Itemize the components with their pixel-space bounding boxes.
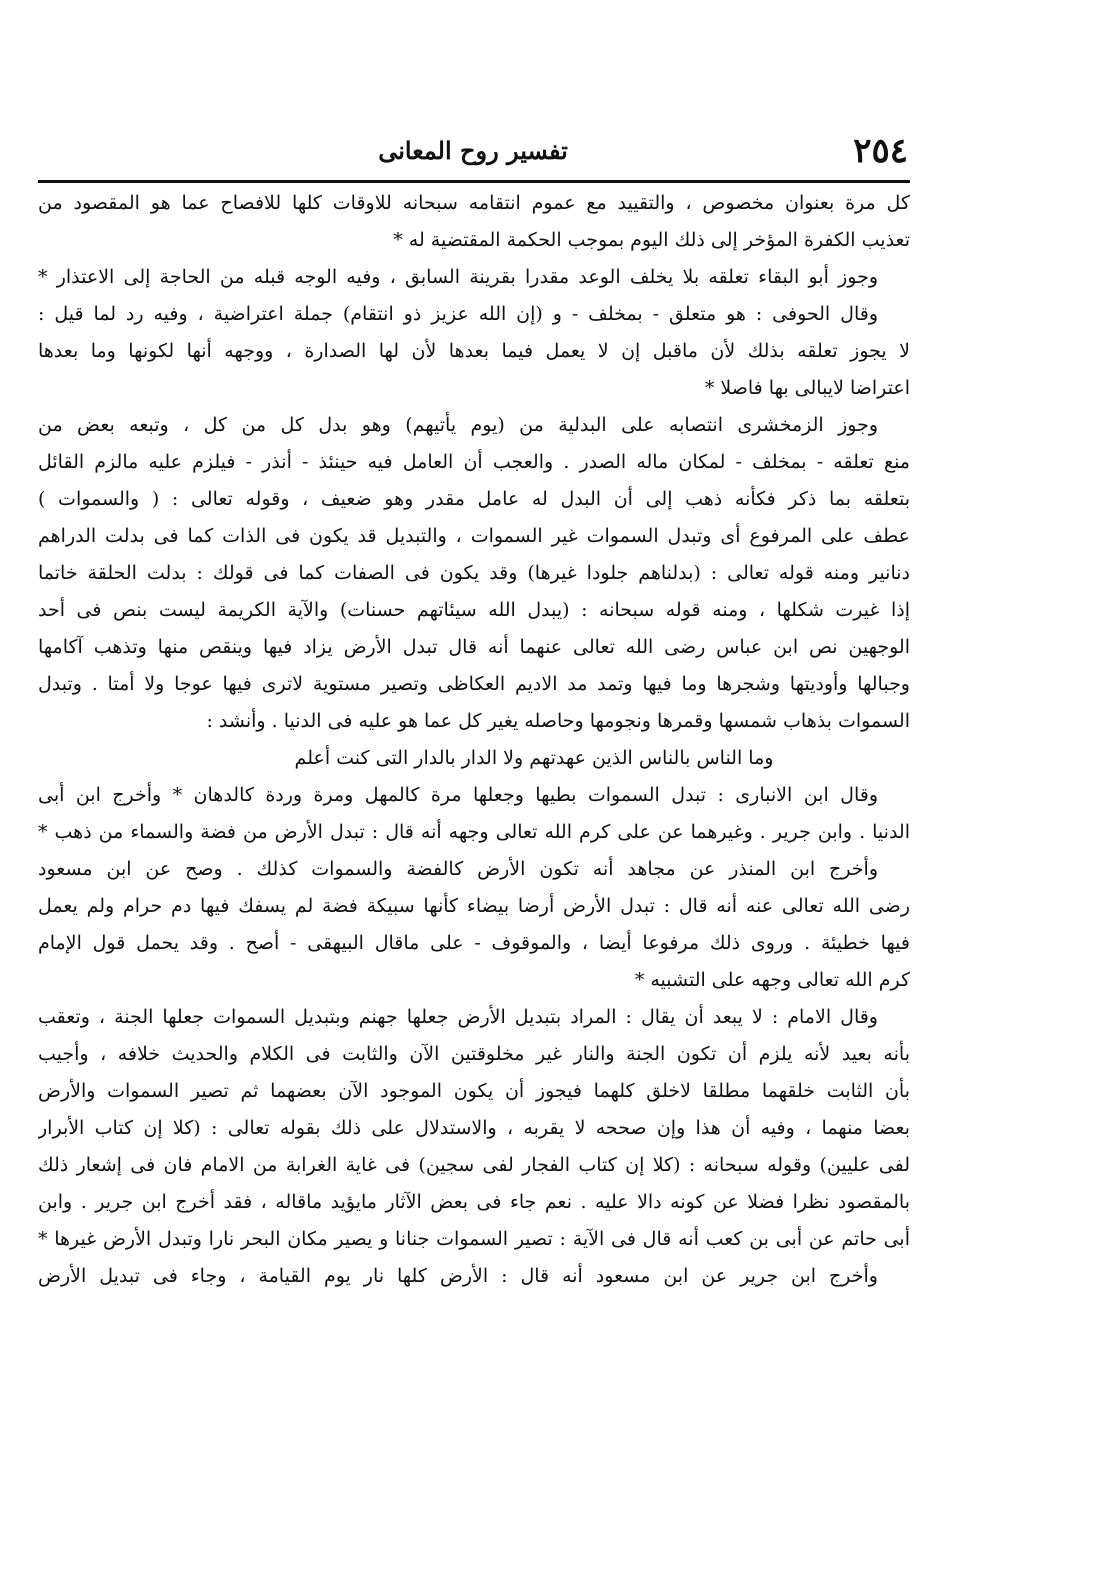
text-line: الوجهين نص ابن عباس رضى الله تعالى عنهما أنه قال تبدل الأرض يزاد فيها وينقص منها وتذهب آكامها [38, 636, 910, 658]
text-line: بعضا منهما ، وفيه أن هذا وإن صححه لا يقربه ، والاستدلال على ذلك بقوله تعالى : (كلا إن كتاب الأبرار [38, 1117, 910, 1139]
text-line: لا يجوز تعلقه بذلك لأن ماقبل إن لا يعمل فيما بعدها لأن لها الصدارة ، ووجهه أنها لكونها وما بعدها [38, 340, 910, 362]
page-number: ٢٥٤ [853, 131, 908, 171]
text-line: السموات بذهاب شمسها وقمرها ونجومها وحاصله يغير كل عما هو عليه فى الدنيا . وأنشد : [206, 710, 910, 732]
text-line: وجبالها وأوديتها وشجرها وما فيها وتمد مد الاديم العكاظى وتصير مستوية لاترى فيها عوجا ولا أمتا . وتبدل [38, 673, 910, 695]
text-line: رضى الله تعالى عنه أنه قال : تبدل الأرض أرضا بيضاء كأنها سبيكة فضة لم يسفك فيها دم حرام ولم يعمل [38, 895, 910, 917]
text-line: لفى عليين) وقوله سبحانه : (كلا إن كتاب الفجار لفى سجين) فى غاية الغرابة من الامام فان فى إشعار ذلك [38, 1154, 910, 1176]
text-line: وقال الامام : لا يبعد أن يقال : المراد بتبديل الأرض جعلها جهنم وبتبديل السموات جعلها الجنة ، وتعقب [38, 1006, 878, 1028]
text-line: بتعلقه بما ذكر فكأنه ذهب إلى أن البدل له عامل مقدر وهو ضعيف ، وقوله تعالى : ( والسموات ) [38, 488, 910, 510]
text-line: منع تعلقه - بمخلف - لمكان ماله الصدر . والعجب أن العامل فيه حينئذ - أنذر - فيلزم عليه مالزم القائل [38, 451, 910, 473]
text-line: دنانير ومنه قوله تعالى : (بدلناهم جلودا غيرها) وقد يكون فى الصفات كما فى قولك : بدلت الحلقة خاتما [38, 562, 910, 584]
text-line: بالمقصود نظرا فضلا عن كونه دالا عليه . نعم جاء فى بعض الآثار مايؤيد ماقاله ، فقد أخرج ابن جرير . وابن [38, 1191, 910, 1213]
text-line: أبى حاتم عن أبى بن كعب أنه قال فى الآية : تصير السموات جنانا و يصير مكان البحر نارا وتبدل الأرض غيرها * [38, 1228, 910, 1250]
text-line: وجوز أبو البقاء تعلقه بلا يخلف الوعد مقدرا بقرينة السابق ، وفيه الوجه قبله من الحاجة إلى الاعتذار * [38, 266, 878, 288]
text-line: بأن الثابت خلقهما مطلقا لاخلق كلهما فيجوز أن يكون الموجود الآن بعضهما ثم تصير السموات والأرض [38, 1080, 910, 1102]
body-text [38, 185, 910, 1295]
text-line: تعذيب الكفرة المؤخر إلى ذلك اليوم بموجب الحكمة المقتضية له * [393, 229, 910, 251]
text-line: وأخرج ابن جرير عن ابن مسعود أنه قال : الأرض كلها نار يوم القيامة ، وجاء فى تبديل الأرض [38, 1265, 878, 1287]
text-line: بأنه بعيد لأنه يلزم أن تكون الجنة والنار غير مخلوقتين الآن والثابت فى الكلام والحديث خلافه ، وأجيب [38, 1043, 910, 1065]
text-line: فيها خطيئة . وروى ذلك مرفوعا أيضا ، والموقوف - على ماقال البيهقى - أصح . وقد يحمل قول الإمام [38, 932, 910, 954]
text-line: وما الناس بالناس الذين عهدتهم ولا الدار بالدار التى كنت أعلم [294, 747, 774, 769]
running-title: تفسير روح المعانى [378, 136, 568, 165]
text-line: الدنيا . وابن جرير . وغيرهما عن على كرم الله تعالى وجهه أنه قال : تبدل الأرض من فضة والسماء من ذهب * [38, 821, 910, 843]
text-line: عطف على المرفوع أى وتبدل السموات غير السموات ، والتبديل قد يكون فى الذات كما فى بدلت الدراهم [38, 525, 910, 547]
header-divider [38, 180, 910, 183]
text-line: إذا غيرت شكلها ، ومنه قوله سبحانه : (يبدل الله سيئاتهم حسنات) والآية الكريمة ليست بنص فى أحد [38, 599, 910, 621]
text-line: وجوز الزمخشرى انتصابه على البدلية من (يوم يأتيهم) وهو بدل كل من كل ، وتبعه بعض من [38, 414, 878, 436]
text-line: كرم الله تعالى وجهه على التشبيه * [634, 969, 910, 991]
text-line: وقال ابن الانبارى : تبدل السموات بطيها وجعلها مرة كالمهل ومرة وردة كالدهان * وأخرج ابن أبى [38, 784, 878, 806]
text-line: كل مرة بعنوان مخصوص ، والتقييد مع عموم انتقامه سبحانه للاوقات كلها للافصاح عما هو المقصود من [38, 192, 910, 214]
page-header [38, 128, 908, 174]
text-line: وأخرج ابن المنذر عن مجاهد أنه تكون الأرض كالفضة والسموات كذلك . وصح عن ابن مسعود [38, 858, 878, 880]
text-line: اعتراضا لايبالى بها فاصلا * [704, 377, 910, 399]
text-line: وقال الحوفى : هو متعلق - بمخلف - و (إن الله عزيز ذو انتقام) جملة اعتراضية ، وفيه رد لما قيل : [38, 303, 878, 325]
